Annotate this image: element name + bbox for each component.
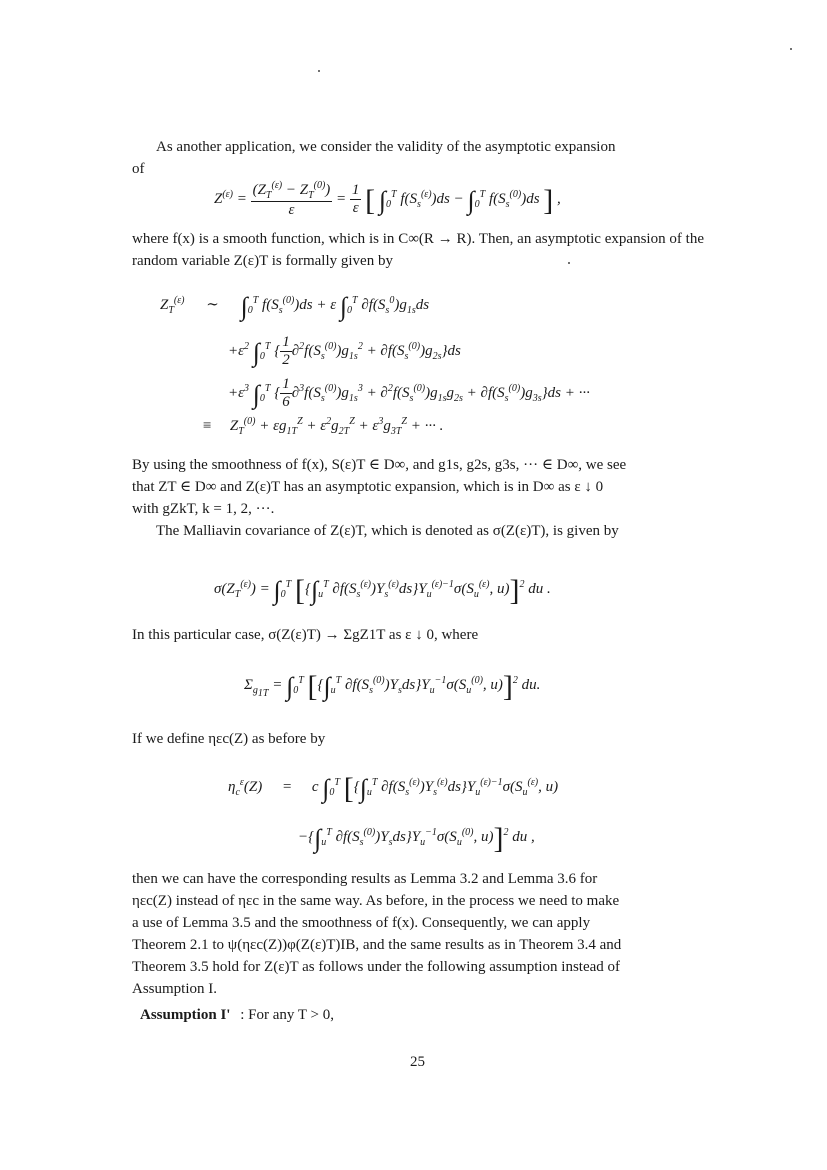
eq1-numerator: $(Z_T^{(\varepsilon)} - Z_T^{(0)})$ bbox=[252, 180, 331, 201]
para-after-eq1: where f(x) is a smooth function, which is in C∞(R → R). Then, an asymptotic expansion of the random variable Z(ε)T is formally given by bbox=[132, 231, 704, 269]
expansion-line-1: $Z_T^{(\varepsilon)}$ ∼ $\int_0^T$ $f(S_s^{(0)})ds + \varepsilon$ $\int_0^T$ $\partial f(S_s^0)g_{1s}ds$ bbox=[160, 292, 430, 321]
para-particular: In this particular case, σ(Z(ε)T) → ΣgZ1T as ε ↓ 0, where bbox=[132, 627, 479, 643]
intro-line-2: of bbox=[132, 161, 145, 177]
equation-z-epsilon: $Z^{(\varepsilon)}$ = $\frac{(Z_T^{(\varepsilon)} - Z_T^{(0)})}{\varepsilon}$ = $\frac{1}{\varepsilon}$ [ $\int_0^T$ $f(S_s^{(\varepsilon)})ds - \int_0^T$ $f(S_s^{(0)})ds$ ] , bbox=[214, 180, 561, 218]
para-smooth-line-2: that ZT ∈ D∞ and Z(ε)T has an asymptotic expansion, which is in D∞ as ε ↓ 0 bbox=[132, 479, 604, 495]
para-smooth-line-1: By using the smoothness of f(x), S(ε)T ∈ D∞, and g1s, g2s, g3s, ··· ∈ D∞, we see bbox=[132, 457, 627, 473]
expansion-rel: ∼ bbox=[206, 297, 219, 313]
expansion-line-3: $+\varepsilon^3$ $\int_0^T$ { $\frac{1}{6}$ $\partial^3f(S_s^{(0)})g_{1s}^3 + \partial^2f(S_s^{(0)})g_{1s}g_{2s} + \partial f(S_s^{(0)})g_{3s}\}ds$ + ··· bbox=[228, 376, 590, 410]
assumption-text: : For any T > 0, bbox=[240, 1007, 334, 1023]
expansion-line-2: $+\varepsilon^2$ $\int_0^T$ { $\frac{1}{2}$ $\partial^2f(S_s^{(0)})g_{1s}^2 + \partial f(S_s^{(0)})g_{2s}\}ds$ bbox=[228, 334, 461, 368]
eq1-denominator: ε bbox=[288, 202, 295, 218]
para-final-line-6: Assumption I. bbox=[132, 981, 218, 997]
para-smoothness bbox=[132, 454, 704, 542]
para-malliavin: The Malliavin covariance of Z(ε)T, which is denoted as σ(Z(ε)T), is given by bbox=[156, 523, 619, 539]
para-particular-case bbox=[132, 624, 704, 646]
equation-eta-line-2: $-\{\int_u^T$ $\partial f(S_s^{(0)})Y_sds\}Y_u^{-1}\sigma(S_u^{(0)}$, u)]$^2$ du , bbox=[298, 822, 535, 855]
eq1-coefficient bbox=[350, 182, 362, 217]
eta-rel: = bbox=[281, 779, 293, 795]
para-final-line-2: ηεc(Z) instead of ηεc in the same way. As before, in the process we need to make bbox=[132, 893, 620, 909]
para-final-line-3: a use of Lemma 3.5 and the smoothness of f(x). Consequently, we can apply bbox=[132, 915, 591, 931]
para-final bbox=[132, 868, 704, 1000]
equation-sigma-limit: $\Sigma_{g_{1T}} = \int_0^T$ [{$\int_u^T$ $\partial f(S_s^{(0)})Y_sds\}Y_u^{-1}\sigma(S_u^{(0)}$, u)]$^2$ du. bbox=[244, 670, 541, 703]
para-define-eta bbox=[132, 728, 704, 750]
para-smooth-function bbox=[132, 228, 704, 272]
eta-lhs: $\eta_c^\varepsilon(Z)$ bbox=[228, 777, 263, 798]
page-number: 25 bbox=[410, 1054, 425, 1070]
scan-speck bbox=[790, 48, 792, 50]
eq1-fraction bbox=[251, 180, 333, 219]
scan-speck bbox=[568, 262, 570, 264]
scan-speck bbox=[318, 70, 320, 72]
eq1-equals-2: = bbox=[336, 190, 347, 207]
eq1-coef-num: 1 bbox=[351, 182, 360, 198]
eq1-lhs: $Z^{(\varepsilon)}$ bbox=[214, 188, 233, 207]
assumption-label: Assumption I' bbox=[140, 1007, 231, 1023]
para-final-line-4: Theorem 2.1 to ψ(ηεc(Z))φ(Z(ε)T)IB, and the same results as in Theorem 3.4 and bbox=[132, 937, 622, 953]
intro-line-1: As another application, we consider the validity of the asymptotic expansion bbox=[156, 139, 616, 155]
para-final-line-5: Theorem 3.5 hold for Z(ε)T as follows under the following assumption instead of bbox=[132, 959, 621, 975]
expansion-line-4: ≡ $Z_T^{(0)} + \varepsilon g_{1T}^Z + \varepsilon^2g_{2T}^Z + \varepsilon^3g_{3T}^Z$ + ··· . bbox=[202, 416, 444, 437]
equation-malliavin-covariance: $\sigma(Z_T^{(\varepsilon)}) = \int_0^T$ [{$\int_u^T$ $\partial f(S_s^{(\varepsilon)})Y_s^{(\varepsilon)}ds\}Y_u^{(\varepsilon)-1}\sigma(S_u^{(\varepsilon)}$, u)]$^2$ du . bbox=[214, 574, 551, 607]
assumption-line bbox=[140, 1004, 712, 1026]
para-smooth-line-3: with gZkT, k = 1, 2, ···. bbox=[132, 501, 275, 517]
para-define: If we define ηεc(Z) as before by bbox=[132, 731, 326, 747]
eq1-equals: = bbox=[236, 190, 247, 207]
para-final-line-1: then we can have the corresponding results as Lemma 3.2 and Lemma 3.6 for bbox=[132, 871, 598, 887]
equation-eta-line-1: $\eta_c^\varepsilon(Z) = c$ $\int_0^T$ [{$\int_u^T$ $\partial f(S_s^{(\varepsilon)})Y_s^{(\varepsilon)}ds\}Y_u^{(\varepsilon)-1}\sigma(S_u^{(\varepsilon)}$, u) bbox=[228, 772, 559, 805]
expansion-equiv: ≡ bbox=[202, 418, 213, 434]
eq1-tail: , bbox=[557, 190, 561, 207]
intro-text bbox=[132, 136, 704, 180]
expansion-lhs: $Z_T^{(\varepsilon)}$ bbox=[160, 295, 185, 316]
eq1-coef-den: ε bbox=[352, 200, 359, 216]
